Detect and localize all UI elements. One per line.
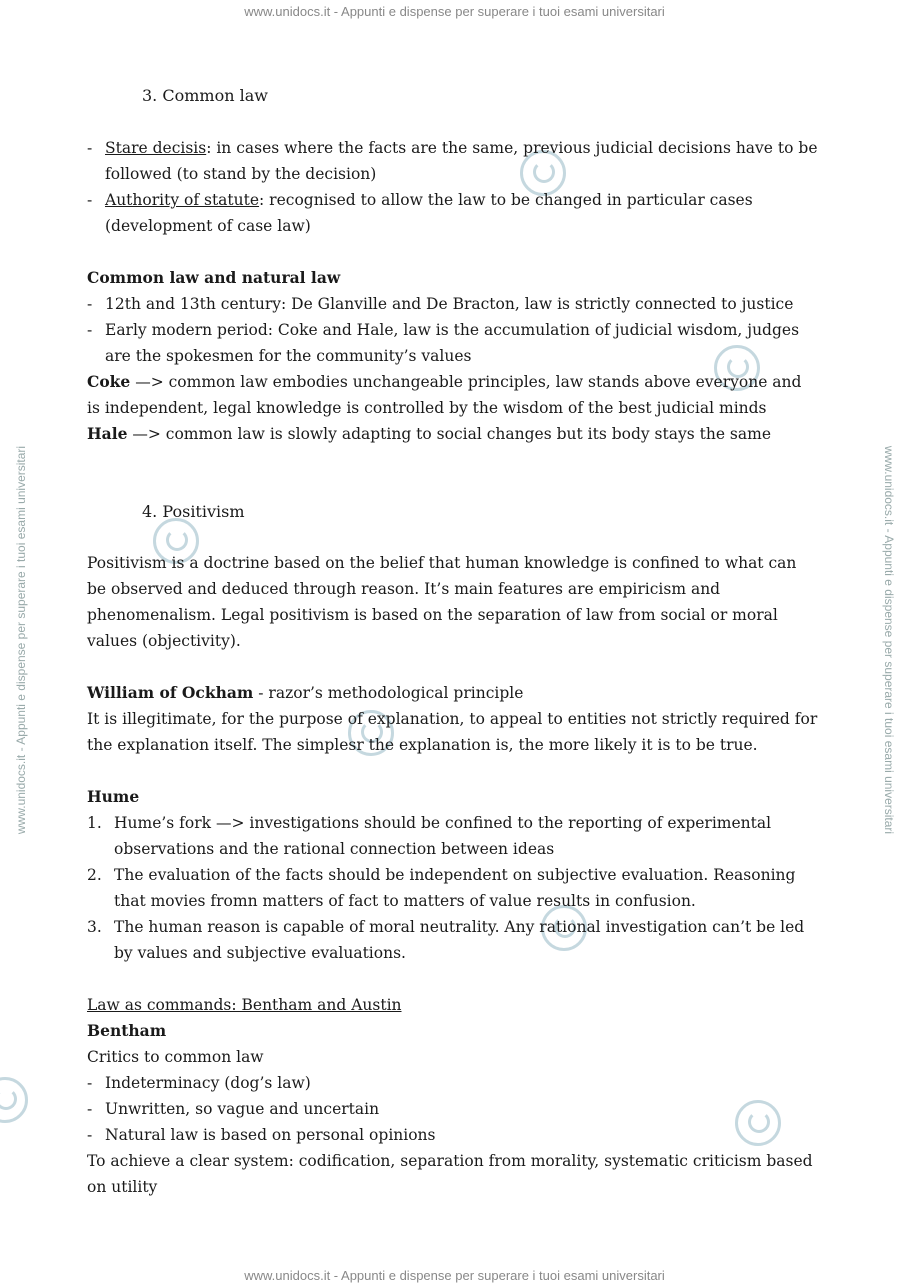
bullet-item: - Authority of statute: recognised to allow the law to be changed in particular cases	[87, 191, 753, 209]
sub-heading: Law as commands: Bentham and Austin	[87, 996, 402, 1014]
unidocs-logo-icon	[735, 1100, 781, 1146]
right-watermark: www.unidocs.it - Appunti e dispense per superare i tuoi esami universitari	[882, 445, 896, 835]
bullet-item-cont: are the spokesmen for the community’s values	[105, 347, 472, 365]
paragraph-line: the explanation itself. The simplesr the explanation is, the more likely it is to be true.	[87, 736, 758, 754]
sub-heading: Bentham	[87, 1021, 167, 1040]
bullet-item-cont: followed (to stand by the decision)	[105, 165, 377, 183]
list-item-cont: observations and the rational connection between ideas	[114, 840, 555, 858]
paragraph-line: be observed and deduced through reason. It’s main features are empiricism and	[87, 580, 721, 598]
sub-heading: Common law and natural law	[87, 268, 341, 287]
paragraph-line: Critics to common law	[87, 1048, 264, 1066]
bullet-item: - 12th and 13th century: De Glanville and De Bracton, law is strictly connected to justice	[87, 295, 794, 313]
list-item-cont: by values and subjective evaluations.	[114, 944, 406, 962]
paragraph-line: It is illegitimate, for the purpose of explanation, to appeal to entities not strictly required for	[87, 710, 818, 728]
bullet-item: - Early modern period: Coke and Hale, law is the accumulation of judicial wisdom, judges	[87, 321, 800, 339]
unidocs-logo-icon	[0, 1077, 28, 1123]
paragraph-line: is independent, legal knowledge is controlled by the wisdom of the best judicial minds	[87, 399, 767, 417]
bullet-item: - Natural law is based on personal opinions	[87, 1126, 436, 1144]
paragraph-line: values (objectivity).	[87, 632, 241, 650]
bullet-item: - Indeterminacy (dog’s law)	[87, 1074, 311, 1092]
bullet-item-cont: (development of case law)	[105, 217, 311, 235]
header-watermark: www.unidocs.it - Appunti e dispense per superare i tuoi esami universitari	[244, 4, 665, 19]
paragraph-line: phenomenalism. Legal positivism is based on the separation of law from social or moral	[87, 606, 778, 624]
section-title: 4. Positivism	[142, 502, 245, 521]
ockham-heading: William of Ockham - razor’s methodological principle	[87, 683, 524, 702]
list-item: 3. The human reason is capable of moral neutrality. Any rational investigation can’t be led	[87, 918, 805, 936]
bullet-item: - Stare decisis: in cases where the facts are the same, previous judicial decisions have to be	[87, 139, 818, 157]
paragraph-line: Hale —> common law is slowly adapting to social changes but its body stays the same	[87, 424, 771, 443]
bullet-item: - Unwritten, so vague and uncertain	[87, 1100, 380, 1118]
section-title: 3. Common law	[142, 86, 268, 105]
paragraph-line: To achieve a clear system: codification, separation from morality, systematic criticism based	[87, 1152, 813, 1170]
list-item: 1. Hume’s fork —> investigations should be confined to the reporting of experimental	[87, 814, 772, 832]
list-item: 2. The evaluation of the facts should be independent on subjective evaluation. Reasoning	[87, 866, 796, 884]
paragraph-line: on utility	[87, 1178, 158, 1196]
paragraph-line: Coke —> common law embodies unchangeable principles, law stands above everyone and	[87, 372, 802, 391]
left-watermark: www.unidocs.it - Appunti e dispense per superare i tuoi esami universitari	[14, 445, 28, 835]
footer-watermark: www.unidocs.it - Appunti e dispense per superare i tuoi esami universitari	[244, 1268, 665, 1283]
sub-heading: Hume	[87, 787, 140, 806]
paragraph-line: Positivism is a doctrine based on the belief that human knowledge is confined to what can	[87, 554, 797, 572]
list-item-cont: that movies fromn matters of fact to matters of value results in confusion.	[114, 892, 696, 910]
